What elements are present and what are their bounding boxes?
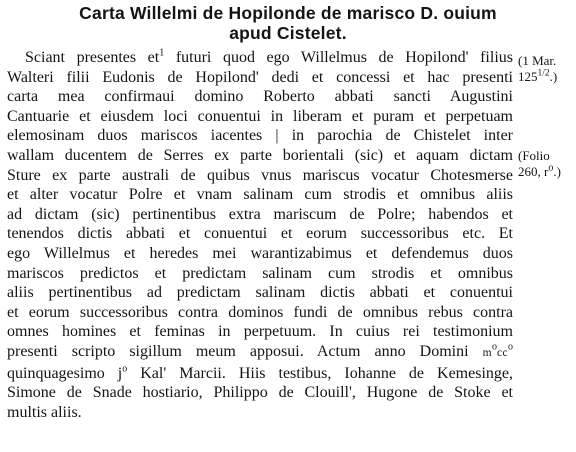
text-line: carta mea confirmaui domino Roberto abbati sancti Augustini — [7, 88, 513, 106]
document-title: Carta Willelmi de Hopilonde de marisco D. ouium — [79, 3, 497, 23]
text-line: ad dictam (sic) pertinentibus extra mariscum de Polre; habendos et — [7, 205, 513, 223]
text-line: omnes homines et feminas in perpetuum. In cuius rei testimonium — [7, 323, 513, 341]
text-line: multis aliis. — [7, 403, 82, 421]
text-line: aliis pertinentibus ad predictam salinam dictis abbati et conuentui — [7, 284, 513, 302]
text-line: presenti scripto sigillum meum apposui. Actum anno Domini $m^occ^o$ — [7, 341, 514, 360]
charter-text — [7, 48, 513, 422]
margin-note-date: (1 Mar. $125^{1/2}$.) — [518, 53, 558, 84]
footnote-mark: 1 — [159, 47, 165, 59]
text-line: Sture ex parte australi de quibus vnus mariscus vocatur Chotesmerse — [7, 166, 513, 184]
text-line: wallam ducentem de Serres ex parte borientali (sic) et aquam dictam — [7, 146, 513, 164]
text-line: et alter vocatur Polre et vnam salinam cum strodis et omnibus aliis — [7, 186, 513, 204]
margin-note-folio: (Folio 260, $r^o$.) — [518, 148, 561, 179]
text-line: Sciant presentes $et^1$ futuri quod ego Willelmus de Hopilond' filius — [25, 47, 513, 66]
text-line: mariscos predictos et predictam salinam cum strodis et omnibus — [7, 264, 513, 282]
text-line: elemosinam duos mariscos iacentes | in parochia de Chistelet inter — [7, 127, 513, 145]
text-line: Simone de Snade hostiario, Philippo de Clouill', Hugone de Stoke et — [7, 384, 513, 402]
text-line: Cantuarie et eiusdem loci conuentui in liberam et puram et perpetuam — [7, 107, 513, 125]
text-line: quinquagesimo $j^o$ Kal' Marcii. Hiis testibus, Iohanne de Kemesinge, — [7, 363, 513, 382]
text-line: et eorum successoribus contra dominos fundi de omnibus rebus contra — [7, 303, 513, 321]
text-line: tenendos dictis abbati et conuentui et eorum successoribus etc. Et — [7, 225, 513, 243]
text-line: ego Willelmus et heredes mei warantizabimus et defendemus duos — [7, 244, 513, 262]
text-line: Walteri filii Eudonis de Hopilond' dedi et concessi et hac presenti — [7, 68, 513, 86]
document-subtitle: apud Cistelet. — [229, 23, 347, 43]
